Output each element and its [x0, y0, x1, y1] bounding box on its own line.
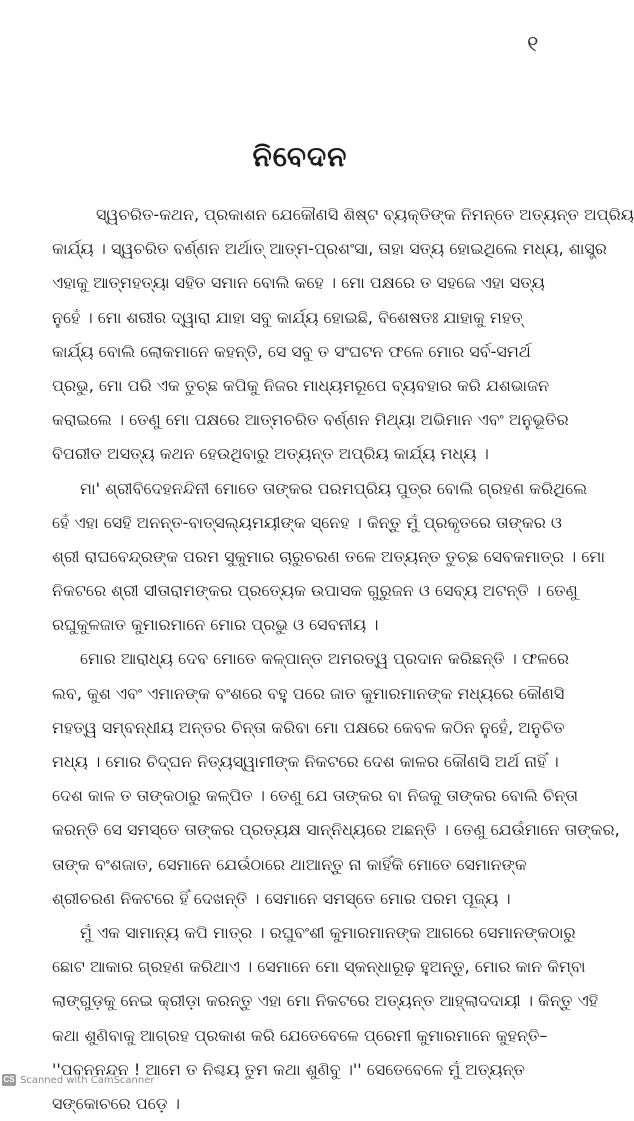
text-line: ସ୍ୱଚରିତ-କଥନ, ପ୍ରକାଶନ ଯେକୌଣସି ଶିଷ୍ଟ ବ୍ୟକ୍ତିଙ୍କ ନିମନ୍ତେ ଅତ୍ୟନ୍ତ ଅପ୍ରିୟ	[96, 205, 634, 224]
text-line: କରନ୍ତି ସେ ସମସ୍ତେ ତାଙ୍କର ପ୍ରତ୍ୟକ୍ଷ ସାନ୍ନିଧ୍ୟରେ ଅଛନ୍ତି । ତେଣୁ ଯେଉଁମାନେ ତାଙ୍କର,	[52, 820, 620, 840]
text-line: ଲାଙ୍ଗୁଡ଼କୁ ନେଇ କ୍ରୀଡ଼ା କରନ୍ତୁ ଏହା ମୋ ନିକଟରେ ଅତ୍ୟନ୍ତ ଆହ୍ଲାଦଦାୟୀ । କିନ୍ତୁ ଏହି	[52, 991, 599, 1011]
paragraph	[52, 198, 634, 472]
text-line: ଶ୍ରୀ ରାଘବେନ୍ଦ୍ରଙ୍କ ପରମ ସୁକୁମାର ଚାରୁଚରଣ ତଳେ ଅତ୍ୟନ୍ତ ତୁଚ୍ଛ ସେବକମାତ୍ର । ମୋ	[52, 546, 605, 566]
text-line: କାର୍ଯ୍ୟ ବୋଲି ଲୋକମାନେ କହନ୍ତି, ସେ ସବୁ ତ ସଂଘଟନ ଫଳେ ମୋର ସର୍ବ-ସମର୍ଥ	[52, 341, 531, 361]
watermark-text: Scanned with CamScanner	[20, 1074, 155, 1086]
paragraph	[52, 472, 605, 643]
text-line: ହେଁ ଏହା ସେହି ଅନନ୍ତ-ବାତ୍ସଲ୍ୟମୟୀଙ୍କ ସ୍ନେହ । କିନ୍ତୁ ମୁଁ ପ୍ରକୃତରେ ତାଙ୍କର ଓ	[52, 512, 562, 532]
text-line: ମୋର ଆରାଧ୍ୟ ଦେବ ମୋତେ କଳ୍ପାନ୍ତ ଅମରତ୍ୱ ପ୍ରଦାନ କରିଛନ୍ତି । ଫଳରେ	[80, 649, 569, 669]
text-line: ଦେଶ କାଳ ତ ତାଙ୍କଠାରୁ କଳ୍ପିତ । ତେଣୁ ଯେ ତାଙ୍କର ବା ନିଜକୁ ତାଙ୍କର ବୋଲି ଚିନ୍ତା	[52, 786, 579, 806]
text-line: ''ପବନନନ୍ଦନ ! ଆମେ ତ ନିଶ୍ଚୟ ତୁମ କଥା ଶୁଣିବୁ ।'' ସେତେବେଳେ ମୁଁ ଅତ୍ୟନ୍ତ	[52, 1059, 525, 1079]
paragraph	[52, 916, 599, 1121]
text-line: କାର୍ଯ୍ୟ । ସ୍ୱଚରିତ ବର୍ଣ୍ଣନ ଅର୍ଥାତ୍ ଆତ୍ମ-ପ୍ରଶଂସା, ତାହା ସତ୍ୟ ହୋଇଥିଲେ ମଧ୍ୟ, ଶାସ୍ତ୍ର	[52, 239, 607, 259]
text-line: ନିକଟରେ ଶ୍ରୀ ସୀତାରାମଙ୍କର ପ୍ରତ୍ୟେକ ଉପାସକ ଗୁରୁଜନ ଓ ସେବ୍ୟ ଅଟନ୍ତି । ତେଣୁ	[52, 581, 578, 601]
text-line: ଶ୍ରୀଚରଣ ନିକଟରେ ହିଁ ଦେଖନ୍ତି । ସେମାନେ ସମସ୍ତେ ମୋର ପରମ ପୂଜ୍ୟ ।	[52, 888, 511, 908]
text-line: ବିପରୀତ ଅସତ୍ୟ କଥନ ହେଉଥିବାରୁ ଅତ୍ୟନ୍ତ ଅପ୍ରିୟ କାର୍ଯ୍ୟ ମଧ୍ୟ ।	[52, 444, 489, 464]
camscanner-logo-icon: CS	[3, 1075, 15, 1084]
text-line: ମହତ୍ୱ ସମ୍ବନ୍ଧୀୟ ଅନ୍ତର ଚିନ୍ତା କରିବା ମୋ ପକ୍ଷରେ କେବଳ କଠିନ ନୁହେଁ, ଅନୁଚିତ	[52, 717, 565, 737]
text-line: କରାଇଲେ । ତେଣୁ ମୋ ପକ୍ଷରେ ଆତ୍ମଚରିତ ବର୍ଣ୍ଣନ ମିଥ୍ୟା ଅଭିମାନ ଏବଂ ଅନୁଭୂତିର	[52, 410, 569, 430]
text-line: କଥା ଶୁଣିବାକୁ ଆଗ୍ରହ ପ୍ରକାଶ କରି ଯେତେବେଳେ ପ୍ରେମୀ କୁମାରମାନେ କୁହନ୍ତି–	[52, 1025, 548, 1045]
paragraph	[52, 642, 620, 916]
text-line: ତାଙ୍କ ବଂଶଜାତ, ସେମାନେ ଯେଉଁଠାରେ ଥାଆନ୍ତୁ ନା କାହିଁକି ମୋତେ ସେମାନଙ୍କ	[52, 854, 527, 874]
page-number: ୧	[527, 32, 539, 57]
text-line: ସଙ୍କୋଚରେ ପଡ଼େ ।	[52, 1093, 180, 1113]
scanner-watermark	[2, 1074, 155, 1086]
text-line: ମା' ଶ୍ରୀବିଦେହନନ୍ଦିନୀ ମୋତେ ତାଙ୍କର ପରମପ୍ରିୟ ପୁତ୍ର ବୋଲି ଗ୍ରହଣ କରିଥିଲେ	[80, 478, 588, 498]
body-text	[52, 198, 634, 1121]
text-line: ମୁଁ ଏକ ସାମାନ୍ୟ କପି ମାତ୍ର । ରଘୁବଂଶୀ କୁମାରମାନଙ୍କ ଆଗରେ ସେମାନଙ୍କଠାରୁ	[80, 922, 576, 942]
text-line: ଲବ, କୁଶ ଏବଂ ଏମାନଙ୍କ ବଂଶରେ ବହୁ ପରେ ଜାତ କୁମାରମାନଙ୍କ ମଧ୍ୟରେ କୌଣସି	[52, 683, 565, 703]
text-line: ଏହାକୁ ଆତ୍ମହତ୍ୟା ସହିତ ସମାନ ବୋଲି କହେ । ମୋ ପକ୍ଷରେ ତ ସହଜେ ଏହା ସତ୍ୟ	[52, 273, 545, 293]
text-line: ନୁହେଁ । ମୋ ଶରୀର ଦ୍ୱାରା ଯାହା ସବୁ କାର୍ଯ୍ୟ ହୋଇଛି, ବିଶେଷତଃ ଯାହାକୁ ମହତ୍	[52, 307, 523, 327]
text-line: ମଧ୍ୟ । ମୋର ଚିଦ୍‌ଘନ ନିତ୍ୟସ୍ୱାମୀଙ୍କ ନିକଟରେ ଦେଶ କାଳର କୌଣସି ଅର୍ଥ ନାହିଁ ।	[52, 752, 559, 771]
text-line: ରଘୁକୁଳଜାତ କୁମାରମାନେ ମୋର ପ୍ରଭୁ ଓ ସେବନୀୟ ।	[52, 615, 379, 635]
text-line: ଛୋଟ ଆକାର ଗ୍ରହଣ କରିଥାଏ । ସେମାନେ ମୋ ସ୍କନ୍ଧାରୂଢ଼ ହୁଅନ୍ତୁ, ମୋର କାନ କିମ୍ବା	[52, 957, 586, 977]
page-title: ନିବେଦନ	[252, 140, 348, 173]
text-line: ପ୍ରଭୁ, ମୋ ପରି ଏକ ତୁଚ୍ଛ କପିକୁ ନିଜର ମାଧ୍ୟମରୂପେ ବ୍ୟବହାର କରି ଯଶଭାଜନ	[52, 375, 550, 395]
